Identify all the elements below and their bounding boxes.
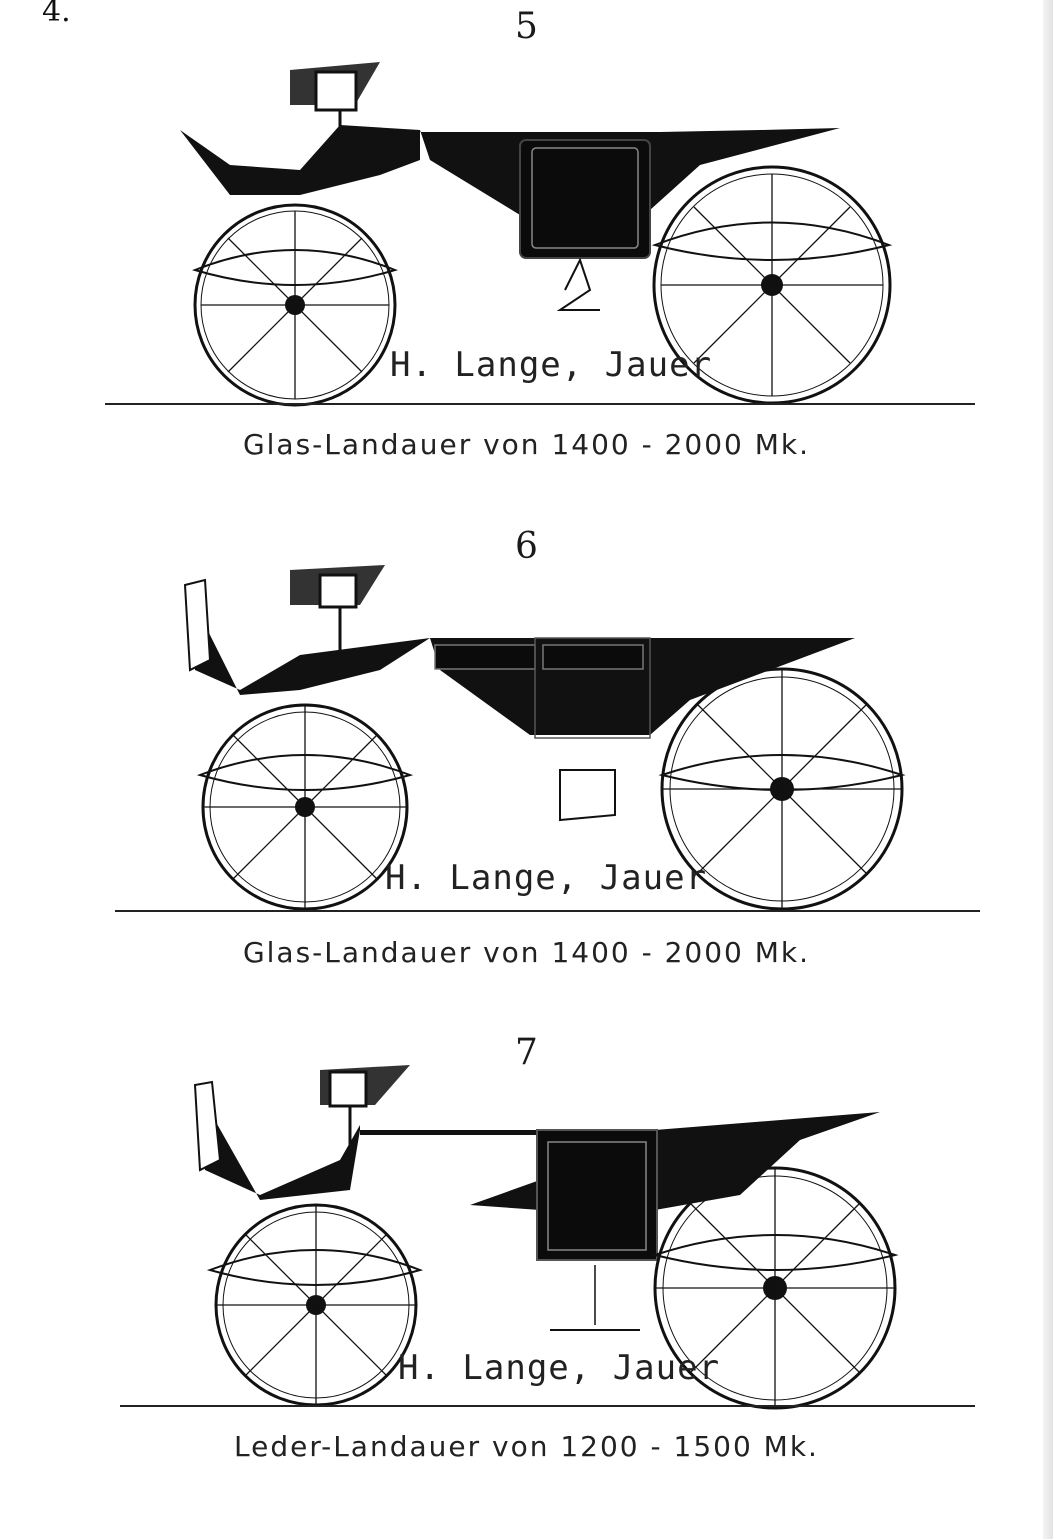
- maker-mark: H. Lange, Jauer: [398, 1348, 721, 1388]
- ground-line: [120, 1405, 975, 1407]
- plate-number: 5: [515, 6, 538, 47]
- plate-caption: Glas-Landauer von 1400 - 2000 Mk.: [242, 428, 811, 461]
- page-corner-number: 4.: [42, 0, 71, 29]
- plate-number: 7: [515, 1032, 538, 1073]
- plate-6: [0, 520, 1053, 1010]
- plate-caption: Glas-Landauer von 1400 - 2000 Mk.: [242, 936, 811, 969]
- plate-caption: Leder-Landauer von 1200 - 1500 Mk.: [234, 1430, 819, 1463]
- carriage-illustration: [0, 0, 1053, 480]
- plate-7: [0, 1030, 1053, 1530]
- plate-5: [0, 0, 1053, 480]
- maker-mark: H. Lange, Jauer: [390, 345, 713, 385]
- maker-mark: H. Lange, Jauer: [385, 858, 708, 898]
- ground-line: [105, 403, 975, 405]
- ground-line: [115, 910, 980, 912]
- plate-number: 6: [515, 526, 538, 567]
